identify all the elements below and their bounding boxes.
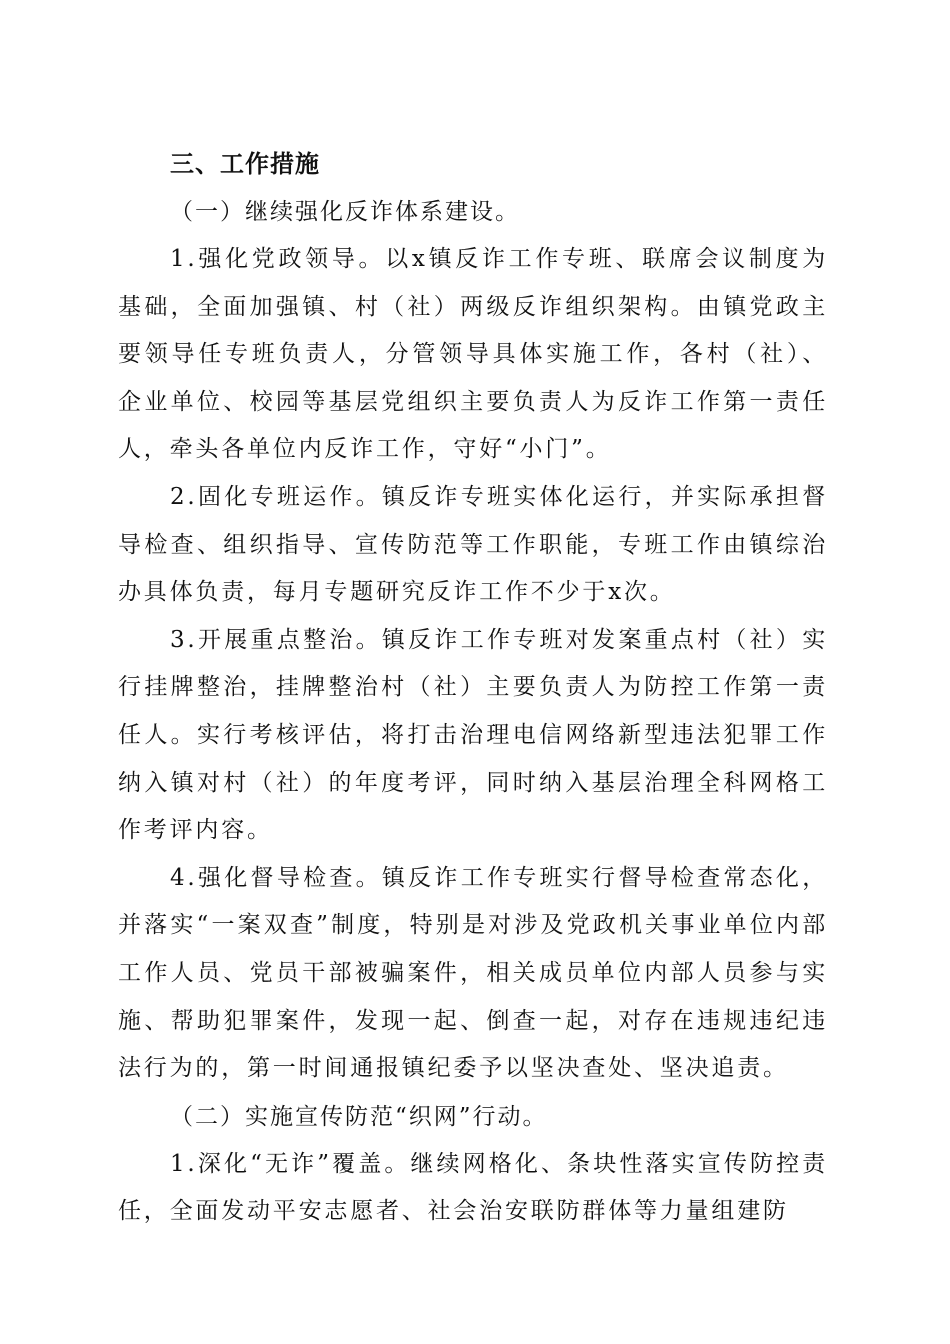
subsection-title-1: （一）继续强化反诈体系建设。 [170, 199, 520, 225]
paragraph-3: 3.开展重点整治。镇反诈工作专班对发案重点村（社）实行挂牌整治，挂牌整治村（社）主要负责人为防控工作第一责任人。实行考核评估，将打击治理电信网络新型违法犯罪工作纳入镇对村（社）的年度考评，同时纳入基层治理全科网格工作考评内容。 [118, 626, 828, 844]
paragraph-1: 1.强化党政领导。以x镇反诈工作专班、联席会议制度为基础，全面加强镇、村（社）两级反诈组织架构。由镇党政主要领导任专班负责人，分管领导具体实施工作，各村（社）、企业单位、校园等基层党组织主要负责人为反诈工作第一责任人，牵头各单位内反诈工作，守好“小门”。 [118, 246, 828, 463]
subsection-title-2: （二）实施宣传防范“织网”行动。 [170, 1103, 548, 1130]
document-body [118, 140, 828, 1236]
paragraph-2: 2.固化专班运作。镇反诈专班实体化运行，并实际承担督导检查、组织指导、宣传防范等工作职能，专班工作由镇综治办具体负责，每月专题研究反诈工作不少于x次。 [118, 483, 828, 606]
section-title: 三、工作措施 [170, 150, 320, 178]
paragraph-5: 1.深化“无诈”覆盖。继续网格化、条块性落实宣传防控责任，全面发动平安志愿者、社会治安联防群体等力量组建防 [118, 1150, 828, 1225]
paragraph-4: 4.强化督导检查。镇反诈工作专班实行督导检查常态化，并落实“一案双查”制度，特别是对涉及党政机关事业单位内部工作人员、党员干部被骗案件，相关成员单位内部人员参与实施、帮助犯罪案件，发现一起、倒查一起，对存在违规违纪违法行为的，第一时间通报镇纪委予以坚决查处、坚决追责。 [118, 864, 828, 1082]
